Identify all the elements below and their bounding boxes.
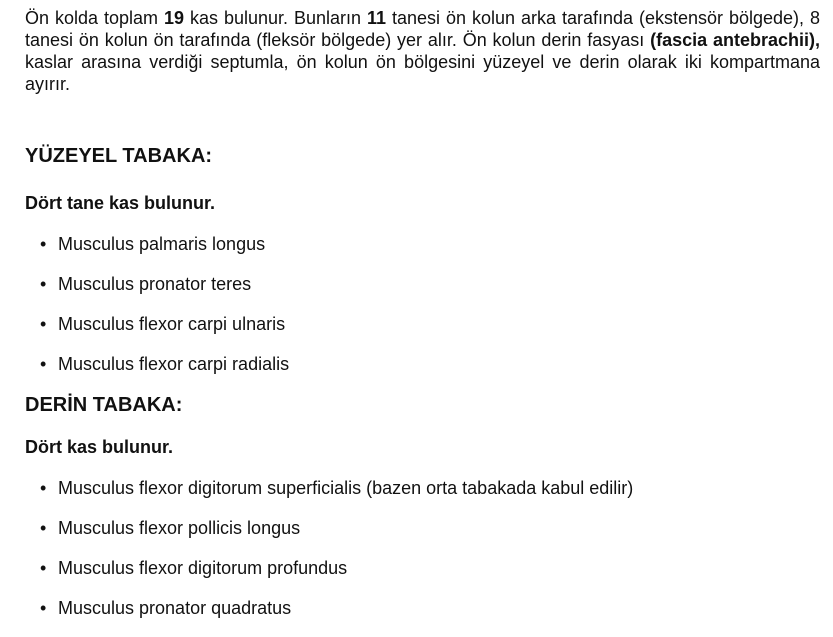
bullet-icon: •: [40, 598, 47, 618]
list-item: [0, 273, 289, 313]
extensor-count: 11: [366, 8, 387, 28]
superficial-muscle-list: [0, 233, 289, 393]
list-item-text: Musculus flexor carpi radialis: [58, 354, 290, 374]
bullet-icon: •: [40, 518, 47, 538]
list-item-text: Musculus flexor digitorum superficialis (bazen orta tabakada kabul edilir): [58, 478, 634, 498]
intro-text-3: tanesi ön kolun arka tarafında (ekstensör bölgede), 8 tanesi ön kolun ön tarafında (fleksör bölgede) yer alır. Ön kolun derin fasyası: [25, 8, 820, 50]
superficial-layer-subheading: Dört tane kas bulunur.: [25, 193, 216, 213]
bullet-icon: •: [40, 558, 47, 578]
bullet-icon: •: [40, 274, 47, 294]
deep-layer-subheading: Dört kas bulunur.: [25, 437, 174, 457]
list-item: [0, 517, 633, 557]
intro-text-2: kas bulunur. Bunların: [184, 8, 367, 28]
list-item: [0, 477, 633, 517]
list-item-text: Musculus pronator teres: [58, 274, 252, 294]
list-item-text: Musculus flexor carpi ulnaris: [58, 314, 286, 334]
bullet-icon: •: [40, 478, 47, 498]
list-item-text: Musculus palmaris longus: [58, 234, 266, 254]
list-item-text: Musculus flexor digitorum profundus: [58, 558, 348, 578]
list-item: [0, 597, 633, 637]
intro-text-1: Ön kolda toplam: [25, 8, 164, 28]
intro-text-4: kaslar arasına verdiği septumla, ön kolun ön bölgesini yüzeyel ve derin olarak iki kompartmana ayırır.: [25, 52, 820, 94]
list-item-text: Musculus pronator quadratus: [58, 598, 292, 618]
deep-layer-heading: DERİN TABAKA:: [25, 394, 183, 416]
intro-paragraph: [25, 7, 820, 95]
list-item: [0, 353, 289, 393]
superficial-layer-heading: YÜZEYEL TABAKA:: [25, 145, 213, 167]
deep-muscle-list: [0, 477, 633, 637]
fascia-term: (fascia antebrachii),: [650, 30, 820, 50]
bullet-icon: •: [40, 234, 47, 254]
bullet-icon: •: [40, 314, 47, 334]
total-count: 19: [163, 8, 184, 28]
list-item: [0, 313, 289, 353]
list-item-text: Musculus flexor pollicis longus: [58, 518, 301, 538]
bullet-icon: •: [40, 354, 47, 374]
list-item: [0, 557, 633, 597]
list-item: [0, 233, 289, 273]
